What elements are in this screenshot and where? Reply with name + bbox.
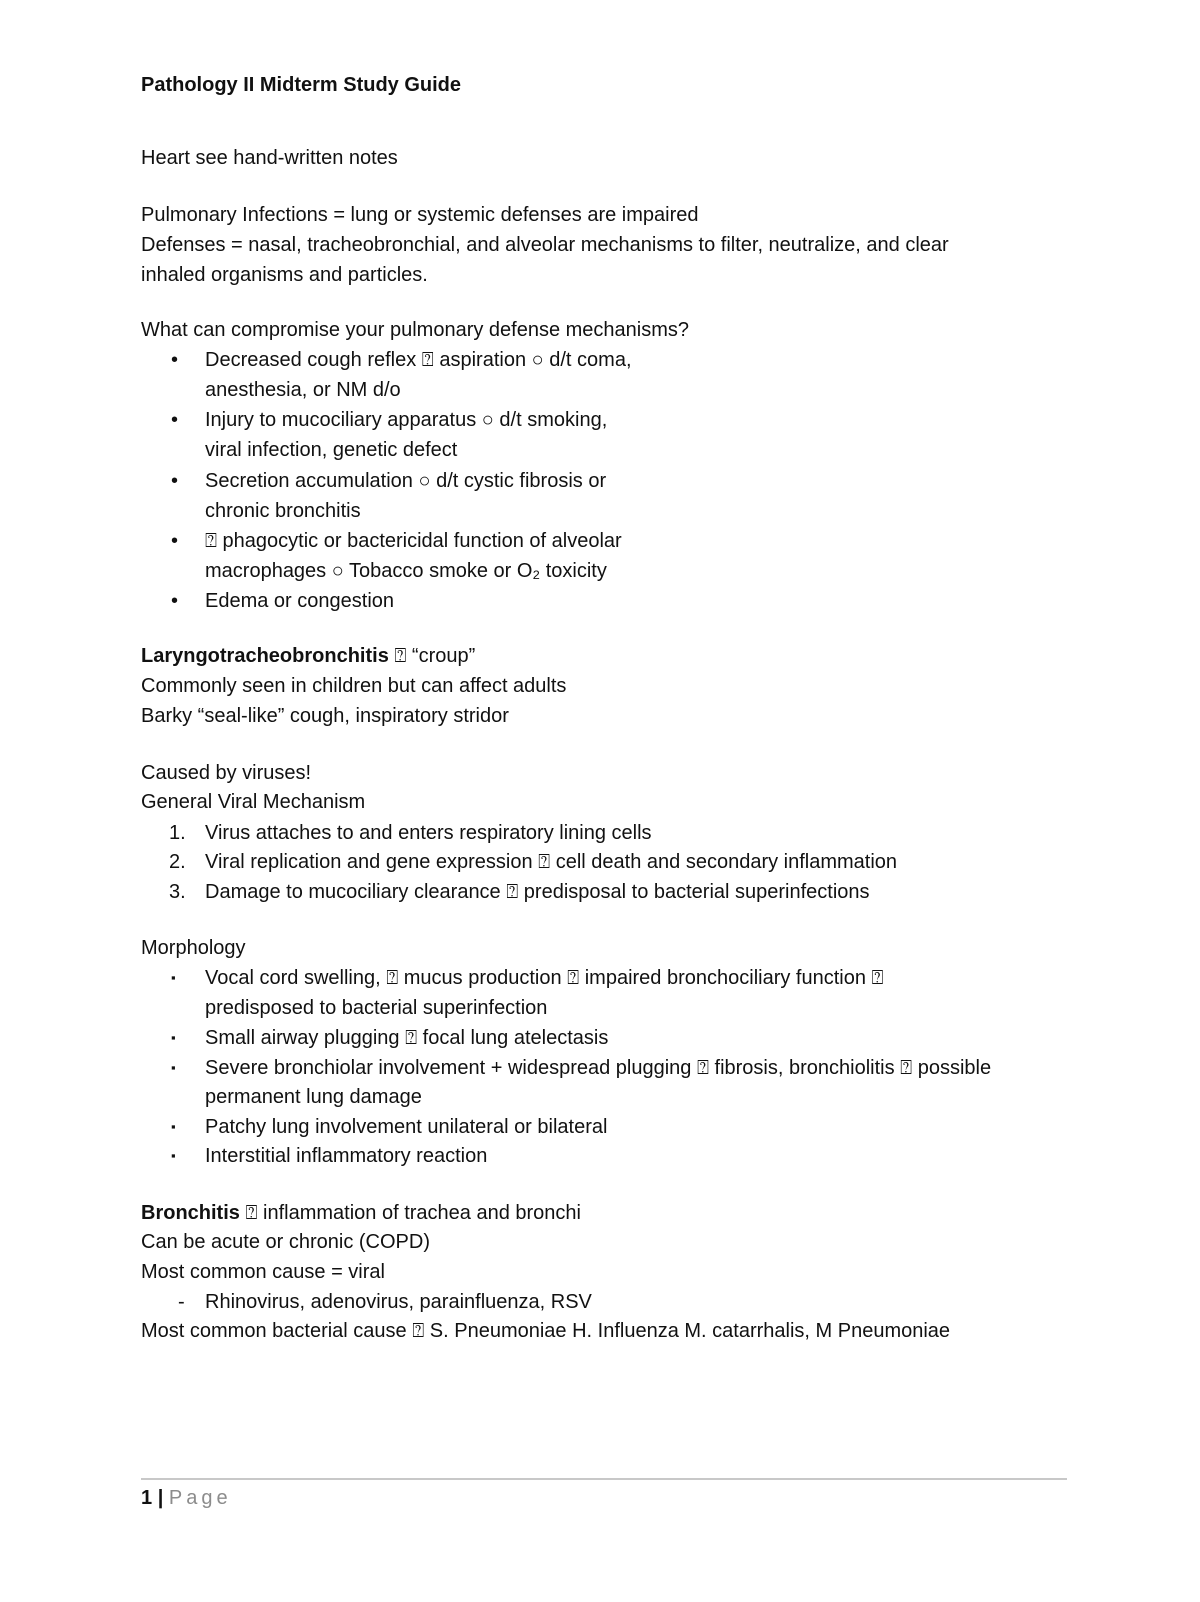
defenses-line: Defenses = nasal, tracheobronchial, and alveolar mechanisms to filter, neutralize, and clear — [141, 234, 949, 256]
viral-causes-list-item: Rhinovirus, adenovirus, parainfluenza, RSV — [205, 1291, 592, 1313]
bronchitis-line: Most common cause = viral — [141, 1261, 385, 1283]
step-text: Viral replication and gene expression ⍰ cell death and secondary inflammation — [205, 851, 898, 873]
dash-bullet: - — [178, 1291, 185, 1313]
croup-heading — [141, 643, 475, 669]
list-item: Small airway plugging ⍰ focal lung atelectasis — [205, 1027, 609, 1049]
list-item: Interstitial inflammatory reaction — [205, 1145, 488, 1167]
list-item-cont: macrophages ○ Tobacco smoke or O₂ toxicity — [205, 560, 607, 582]
croup-term: Laryngotracheobronchitis — [141, 645, 389, 667]
list-bullet: ▪ — [171, 1119, 176, 1134]
list-bullet: • — [171, 530, 179, 552]
list-bullet: • — [171, 470, 179, 492]
step-number: 1. — [169, 822, 186, 844]
croup-line: Barky “seal-like” cough, inspiratory stridor — [141, 705, 509, 727]
bronchitis-term: Bronchitis — [141, 1202, 240, 1224]
list-item-cont: chronic bronchitis — [205, 500, 361, 522]
list-item-cont: predisposed to bacterial superinfection — [205, 997, 548, 1019]
pulmonary-infections-line: Pulmonary Infections = lung or systemic defenses are impaired — [141, 204, 699, 226]
footer-divider — [141, 1478, 1067, 1480]
list-item-cont: permanent lung damage — [205, 1086, 422, 1108]
bronchitis-line: Can be acute or chronic (COPD) — [141, 1231, 431, 1253]
heart-line: Heart see hand-written notes — [141, 147, 398, 169]
viral-mechanism-heading: General Viral Mechanism — [141, 791, 366, 813]
list-item: Vocal cord swelling, ⍰ mucus production ⍰ impaired bronchociliary function ⍰ — [205, 967, 884, 989]
list-item: Secretion accumulation ○ d/t cystic fibrosis or — [205, 470, 607, 492]
morphology-heading: Morphology — [141, 937, 246, 959]
croup-rest: ⍰ “croup” — [388, 645, 476, 667]
page-number: 1 — [141, 1487, 153, 1509]
list-item: Decreased cough reflex ⍰ aspiration ○ d/t coma, — [205, 349, 632, 371]
step-text: Damage to mucociliary clearance ⍰ predisposal to bacterial superinfections — [205, 881, 870, 903]
page-label: Page — [168, 1487, 232, 1509]
page-footer — [141, 1484, 232, 1512]
step-number: 2. — [169, 851, 186, 873]
bronchitis-rest: ⍰ inflammation of trachea and bronchi — [239, 1202, 581, 1224]
list-item: Severe bronchiolar involvement + widespread plugging ⍰ fibrosis, bronchiolitis ⍰ possible — [205, 1057, 992, 1079]
list-item: ⍰ phagocytic or bactericidal function of alveolar — [205, 530, 622, 552]
step-number: 3. — [169, 881, 186, 903]
list-bullet: ▪ — [171, 970, 176, 985]
bronchitis-heading — [141, 1200, 581, 1226]
list-bullet: • — [171, 349, 179, 371]
list-bullet: ▪ — [171, 1060, 176, 1075]
list-item: Injury to mucociliary apparatus ○ d/t smoking, — [205, 409, 608, 431]
list-bullet: • — [171, 409, 179, 431]
list-item: Patchy lung involvement unilateral or bilateral — [205, 1116, 608, 1138]
list-item: Edema or congestion — [205, 590, 395, 612]
bacterial-cause-line: Most common bacterial cause ⍰ S. Pneumoniae H. Influenza M. catarrhalis, M Pneumoniae — [141, 1320, 951, 1342]
croup-line: Commonly seen in children but can affect adults — [141, 675, 567, 697]
list-item-cont: viral infection, genetic defect — [205, 439, 458, 461]
defenses-line-cont: inhaled organisms and particles. — [141, 264, 428, 286]
document-title: Pathology II Midterm Study Guide — [141, 74, 462, 96]
list-bullet: ▪ — [171, 1030, 176, 1045]
compromise-question: What can compromise your pulmonary defense mechanisms? — [141, 319, 690, 341]
footer-separator: | — [157, 1487, 164, 1509]
step-text: Virus attaches to and enters respiratory lining cells — [205, 822, 652, 844]
list-bullet: • — [171, 590, 179, 612]
caused-by-viruses: Caused by viruses! — [141, 762, 312, 784]
list-item-cont: anesthesia, or NM d/o — [205, 379, 401, 401]
list-bullet: ▪ — [171, 1148, 176, 1163]
